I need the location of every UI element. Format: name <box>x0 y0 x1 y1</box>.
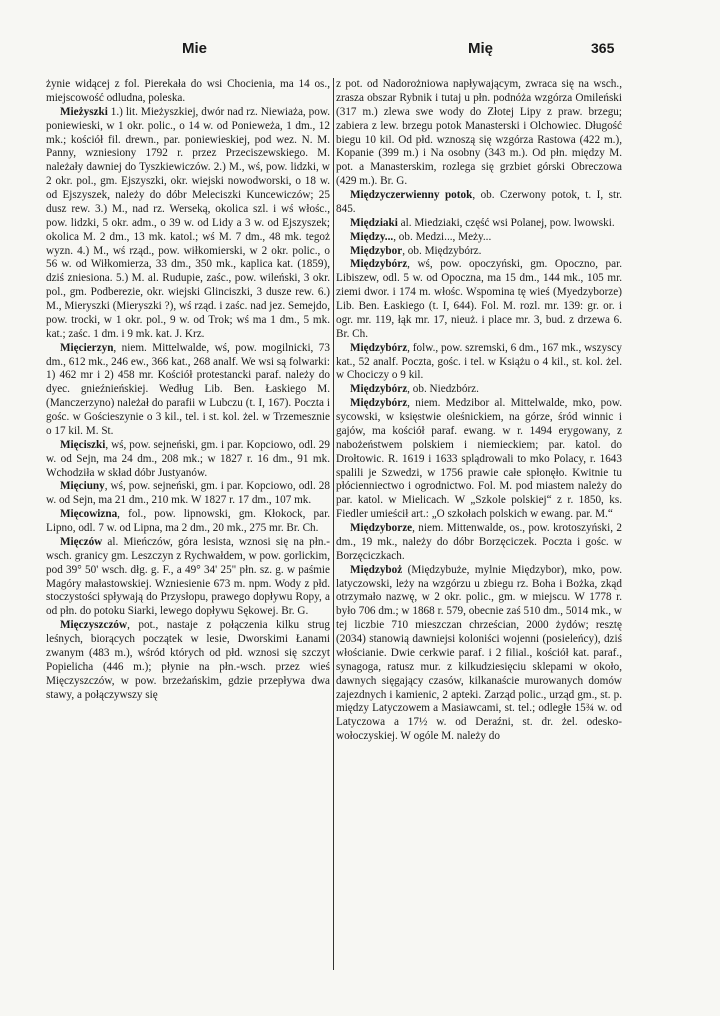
entry-headword: Mięczów <box>60 535 103 548</box>
entry-text: , ob. Niedzbórz. <box>407 383 479 396</box>
entry-headword: Mięcierzyn <box>60 341 114 354</box>
page-header <box>0 40 720 62</box>
entry-text: , wś, pow. opoczyński, gm. Opoczno, par. Libiszew, odl. 5 w. od Opoczna, ma 15 dm., 144 mk., 105 mr. ziemi dwor. i 174 m. włośc. Wspomina tę wieś (Myedzyborze) Lib. Ben. Łaskiego (t. I, 644). Fol. M. rozl. mr. 139: gr. or. i ogr. mr. 119, łąk mr. 17, nieuż. i place mr. 3, bud. z drzewa 6. Br. Ch. <box>336 258 622 340</box>
entry-text: al. Miedziaki, część wsi Polanej, pow. lwowski. <box>397 216 615 229</box>
dictionary-entry <box>46 78 330 106</box>
dictionary-entry <box>46 508 330 536</box>
entry-text: , wś, pow. sejneński, gm. i par. Kopciowo, odl. 28 w. od Sejn, ma 21 dm., 210 mk. W 1827 r. 17 dm., 107 mk. <box>46 480 330 507</box>
entry-headword: Mięciuny <box>60 480 105 493</box>
right-column <box>336 78 622 978</box>
entry-headword: Międzybórz <box>350 397 408 410</box>
entry-text: żynie widącej z fol. Pierekała do wsi Chocienia, ma 14 os., miejscowość odludna, poleska. <box>46 78 330 104</box>
dictionary-entry <box>336 564 622 744</box>
dictionary-entry <box>336 231 622 245</box>
dictionary-entry <box>46 619 330 702</box>
entry-text: (Międzybuże, mylnie Międzybor), mko, pow. latyczowski, leży na wzgórzu u zbiegu rz. Boha i Bożka, zkąd otrzymało nazwę, w 2 okr. polic., gm. w miejscu. W 1778 r. było 706 dm.; w 1868 r. 579, obecnie zaś 510 dm., 5014 mk., w tej liczbie 710 mieszczan chrześcian, 2000 żydów; resztę (2034) stanowią dawniejsi koloniści wojenni (posieleńcy), dziś włościanie. Dwie cerkwie paraf. i 2 filial., kościół kat. paraf., synagoga, ratusz mur. z kilkudziesięciu sklepami w około, dawnych sięgający czasów, kilkanaście murowanych domów zajezdnych i kamienic, 2 apteki. Zarząd polic., urząd gm., st. p. między Latyczowem a Masiawcami, st. tel.; odległe 15¾ w. od Latyczowa a 17½ w. od Deraźni, st. dr. żel. odesko-wołoczyskiej. W ogóle M. należy do <box>336 563 622 743</box>
dictionary-entry <box>336 383 622 397</box>
entry-headword: Międzyboż <box>350 563 403 576</box>
entry-headword: Międzybórz <box>350 341 408 354</box>
entry-headword: Mięczyszczów <box>60 619 128 632</box>
dictionary-entry <box>336 397 622 522</box>
entry-text: al. Mieńczów, góra lesista, wznosi się na płn.-wsch. granicy gm. Leszczyn z Rychwałdem, w pow. gorlickim, pod 39° 50' wsch. dłg. g. F., a 49° 34' 25" płn. sz. g. w paśmie Magóry małastowskiej. Wzniesienie 673 m. npm. Wody z płd. stoczystości spływają do Przysłopu, prawego dopływu Ropy, a od płn. do potoku Siarki, lewego dopływu Sękowej. Br. G. <box>46 535 330 618</box>
entry-text: , wś, pow. sejneński, gm. i par. Kopciowo, odl. 29 w. od Sejn, ma 24 dm., 208 mk.; w 1827 r. 16 dm., 91 mk. Wchodziła w skład dóbr Justyanów. <box>46 438 330 479</box>
entry-text: , niem. Medzibor al. Mittelwalde, mko, pow. sycowski, w księstwie oleśnickiem, na górze, śród winnic i gajów, ma kościół paraf. ewang. w r. 1494 erygowany, z nabożeństwem polskiem i niemieckiem; par. katol. do Drołtowic. R. 1619 i 1633 splądrowali to mko Polacy, r. 1643 spalili je Szwedzi, w 1756 prawie całe spłonęło. Kwitnie tu płócienniectwo i ogrodnictwo. Fol. M. pod miastem należy do par. katol. w Mielicach. W „Szkole polskiej“ z r. 1850, ks. Fiedler umieścił art.: „O szkołach polskich w ewang. par. M.“ <box>336 397 622 521</box>
entry-headword: Mieżyszki <box>60 105 108 118</box>
entry-text: , ob. Międzybórz. <box>402 244 482 257</box>
entry-headword: Międzyborze <box>350 522 413 534</box>
entry-headword: Mięciszki <box>60 438 106 451</box>
dictionary-entry <box>46 106 330 342</box>
entry-text: 1.) lit. Mieżyszkiej, dwór nad rz. Niewiaża, pow. poniewieski, w 1 okr. polic., o 14 w. od Ponieweża, 1 dm., 12 mk.; kościół fil. drewn., par. poniewieskiej, pod wez. N. M. Panny, wzniesiony 1792 r. przez Przeciszewskiego. M. należały dawniej do Tyszkiewiczów. 2.) M., wś, pow. lidzki, w 2 okr. pol., gm. Ejszyszki, okr. wiejski nowodworski, o 18 w. od Ejszyszek, należy do dóbr Meleciszki Kuncewiczów; 25 dusz rew. 3.) M., nad rz. Werseką, okolica szl. i wś włośc., pow. lidzki, 5 okr. adm., o 39 w. od Lidy a 3 w. od Ejszyszek; okolica M. 2 dm., 13 mk. katol.; wś M. 7 dm., 48 mk. tegoż wyzn. 4.) M., wś rząd., pow. wiłkomierski, w 2 okr. polic., o 56 w. od Wiłkomierza, 33 dm., 350 mk., kaplica kat. (1859), dziś zniesiona. 5.) M. al. Rudupie, zaśc., pow. wileński, 3 okr. pol., gm. Podberezie, okr. wiejski Glinciszki, 3 dusze rew. 6.) M., Mieryszki (Mieryszki ?), wś rząd. i zaśc. nad jez. Semejdo, pow. trocki, w 1 okr. pol., 9 w. od Trok; wś ma 1 dm., 5 mk. kat.; zaśc. 1 dm. i 9 mk. kat. J. Krz. <box>46 105 330 340</box>
entry-headword: Mięcowizna <box>60 508 118 521</box>
entry-text: , ob. Czerwony potok, t. I, str. 845. <box>336 189 622 215</box>
entry-headword: Międzybórz <box>350 383 408 396</box>
entry-text: , fol., pow. lipnowski, gm. Kłokock, par. Lipno, odl. 7 w. od Lipna, ma 2 dm., 20 mk., 275 mr. Br. Ch. <box>46 508 330 534</box>
entry-text: z pot. od Nadorożniowa napływającym, zwraca się na wsch., zrasza obszar Rybnik i tutaj u płn. podnóża wzgórza Omileński (317 m.) zlewa swe wody do Złotej Lipy z praw. brzegu; zabiera z lew. brzegu potok Manasterski i Olchowiec. Długość biegu 10 kil. Od płd. wznoszą się wzgórza Rastowa (422 m.), Kopanie (399 m.) i Na osobny (343 m.). Od płn. między M. pot. a Manasterskim, rozlega się grzbiet górski Obreczowa (429 m.). Br. G. <box>336 78 622 188</box>
dictionary-entry <box>336 522 622 564</box>
dictionary-entry <box>336 245 622 259</box>
header-right-catchword: Mię <box>468 40 494 57</box>
entry-headword: Międzyczerwienny potok <box>350 189 473 201</box>
entry-text: , niem. Mittenwalde, os., pow. krotoszyński, 2 dm., 19 mk., należy do dóbr Borzęciczek. Poczta i gośc. w Borzęciczkach. <box>336 522 622 562</box>
column-divider <box>333 78 334 970</box>
entry-text: , ob. Medzi..., Meży... <box>393 230 492 243</box>
dictionary-entry <box>46 480 330 508</box>
dictionary-entry <box>46 536 330 619</box>
dictionary-entry <box>336 258 622 341</box>
entry-headword: Międziaki <box>350 216 398 229</box>
page-number: 365 <box>591 40 615 56</box>
entry-text: , niem. Mittelwalde, wś, pow. mogilnicki, 73 dm., 612 mk., 246 ew., 366 kat., 268 analf. We wsi są folwarki: 1) 462 mr i 2) 458 mr. Kościół protestancki paraf. należy do dyec. gnieźnieńskiej. Według Lib. Ben. Łaskiego M. (Manczerzyno) należał do parafii w Lubczu (t. I, 167). Poczta i gośc. w Gościeszynie o 3 kil., tel. i st. kol. żel. w Trzemesznie o 17 kil. M. St. <box>46 341 330 437</box>
header-left-catchword: Mie <box>182 40 208 57</box>
entry-headword: Międzybor <box>350 244 403 257</box>
entry-headword: Międzybórz <box>350 258 408 271</box>
dictionary-entry <box>336 189 622 217</box>
dictionary-entry <box>336 78 622 189</box>
dictionary-entry <box>336 342 622 384</box>
entry-headword: Między... <box>350 230 394 243</box>
dictionary-entry <box>46 342 330 439</box>
dictionary-entry <box>46 439 330 481</box>
entry-text: , pot., nastaje z połączenia kilku strug leśnych, biorących początek w lesie, Dworskimi Łanami zwanym (483 m.), wśród których od płd. wznosi się szczyt Popielicha (446 m.); płynie na płn.-wsch. przez wieś Mięczyszczów, w pow. brzeżańskim, gdzie przepływa dwa stawy, a połączywszy się <box>46 619 330 701</box>
dictionary-entry <box>336 217 622 231</box>
left-column <box>46 78 330 978</box>
entry-text: , folw., pow. szremski, 6 dm., 167 mk., wszyscy kat., 52 analf. Poczta, gośc. i tel. w Książu o 4 kil., st. kol. żel. w Chociczy o 9 kil. <box>336 341 622 382</box>
